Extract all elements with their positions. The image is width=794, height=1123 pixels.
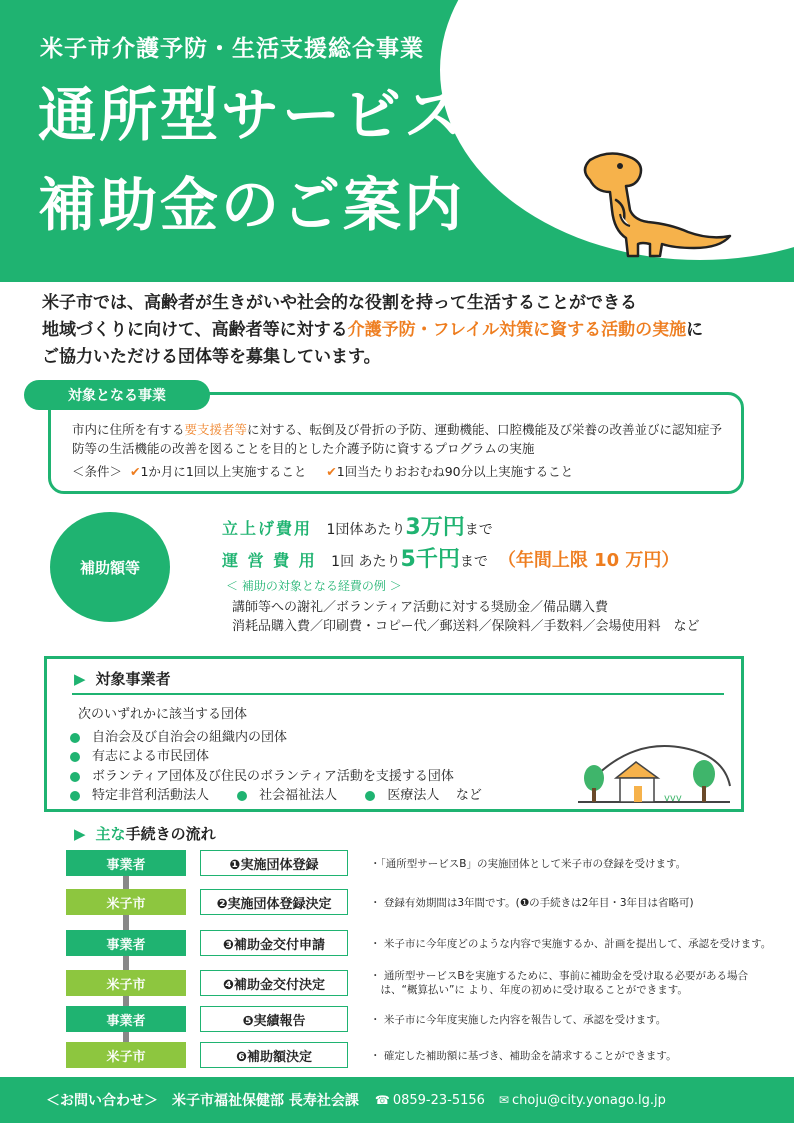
flow-step-box: ❹補助金交付決定 bbox=[200, 970, 348, 996]
startup-amount: 3万円 bbox=[405, 515, 465, 540]
target-desc-a: 市内に住所を有する bbox=[72, 422, 185, 437]
conditions-label: ＜条件＞ bbox=[72, 464, 123, 479]
startup-cost-label: 立上げ費用 bbox=[222, 519, 313, 538]
intro-line1: 米子市では、高齢者が生きがいや社会的な役割を持って生活することができる bbox=[42, 293, 637, 313]
procedure-flow-heading bbox=[74, 823, 216, 844]
flow-desc-line: は、“概算払い”に より、年度の初めに受け取ることができます。 bbox=[370, 984, 688, 996]
flow-desc-line: ・ 米子市に今年度どのような内容で実施するか、計画を提出して、承認を受けます。 bbox=[370, 938, 772, 950]
intro-line2-c: に bbox=[686, 320, 704, 340]
phone-number: 0859-23-5156 bbox=[392, 1092, 485, 1108]
flow-step-description bbox=[370, 857, 686, 871]
operating-amount: 5千円 bbox=[400, 547, 460, 572]
subsidy-label-circle: 補助額等 bbox=[50, 512, 170, 622]
list-item-text: 社会福祉法人 bbox=[259, 788, 338, 803]
flow-step-description bbox=[370, 1013, 666, 1027]
subsidy-operating-row bbox=[222, 542, 679, 573]
flow-heading-b: 手続きの流れ bbox=[125, 825, 216, 843]
flow-step-box: ❸補助金交付申請 bbox=[200, 930, 348, 956]
check-icon: ✔ bbox=[326, 464, 337, 479]
page-title-line1: 通所型サービスB bbox=[38, 81, 513, 149]
contact-footer bbox=[0, 1077, 794, 1123]
house-landscape-illustration bbox=[574, 738, 734, 804]
intro-highlight: 介護予防・フレイル対策に資する活動の実施 bbox=[347, 320, 687, 340]
triangle-bullet-icon: ▶ bbox=[74, 825, 86, 843]
list-item-text: ボランティア団体及び住民のボランティア活動を支援する団体 bbox=[92, 769, 454, 784]
flow-desc-line: ・ 登録有効期間は3年間です。(❶の手続きは2年目・3年目は省略可) bbox=[370, 897, 694, 909]
flow-step-description bbox=[370, 969, 748, 997]
target-desc-b: に対する、転倒及び骨折の予防、運動機能、口腔機能及び栄養の改善並びに認知症予防等の生活機能の改善を図ることを目的とした介護予防に資するプログラムの実施 bbox=[72, 422, 723, 456]
page-title-line2: 補助金のご案内 bbox=[38, 171, 466, 239]
intro-text bbox=[42, 290, 762, 371]
operating-cost-label: 運 営 費 用 bbox=[222, 551, 317, 570]
list-item-text: 医療法人 bbox=[387, 788, 440, 803]
list-item bbox=[70, 726, 287, 745]
intro-line2 bbox=[42, 317, 762, 344]
list-item-text: 自治会及び自治会の組織内の団体 bbox=[92, 730, 288, 745]
eligible-operators-title: 対象事業者 bbox=[95, 670, 171, 688]
flow-desc-line: ・ 通所型サービスBを実施するために、事前に補助金を受け取る必要がある場合 bbox=[370, 970, 749, 982]
flow-step-box: ❻補助額決定 bbox=[200, 1042, 348, 1068]
list-item-text: 有志による市民団体 bbox=[92, 749, 210, 764]
startup-suffix: まで bbox=[464, 522, 493, 538]
expense-examples-heading: ＜ 補助の対象となる経費の例 ＞ bbox=[226, 579, 402, 593]
flow-desc-line: ・「通所型サービスB」の実施団体として米子市の登録を受けます。 bbox=[370, 858, 687, 870]
target-desc-highlight: 要支援者等 bbox=[184, 422, 248, 437]
target-business-label: 対象となる事業 bbox=[24, 380, 210, 410]
flow-role-badge: 事業者 bbox=[66, 930, 186, 956]
subsidy-startup-row bbox=[222, 510, 493, 541]
contact-email[interactable] bbox=[499, 1093, 666, 1108]
flow-role-badge: 事業者 bbox=[66, 850, 186, 876]
list-item-row bbox=[70, 784, 482, 803]
expense-examples-line2: 消耗品購入費／印刷費・コピー代／郵送料／保険料／手数料／会場使用料 など bbox=[232, 619, 700, 634]
condition-1: 1か月に1回以上実施すること bbox=[140, 464, 307, 479]
flow-step-box: ❷実施団体登録決定 bbox=[200, 889, 348, 915]
annual-limit: （年間上限 10 万円） bbox=[497, 550, 680, 571]
flow-role-badge: 米子市 bbox=[66, 1042, 186, 1068]
flow-step-description bbox=[370, 896, 694, 910]
heading-underline bbox=[72, 693, 724, 695]
email-address: choju@city.yonago.lg.jp bbox=[511, 1092, 666, 1108]
list-item bbox=[70, 745, 209, 764]
flow-step-description bbox=[370, 937, 771, 951]
operating-suffix: まで bbox=[459, 554, 488, 570]
intro-line3: ご協力いただける団体等を募集しています。 bbox=[42, 347, 381, 367]
flow-role-badge: 事業者 bbox=[66, 1006, 186, 1032]
bullet-icon bbox=[70, 772, 80, 782]
flow-step-box: ❶実施団体登録 bbox=[200, 850, 348, 876]
flow-heading-a: 主な bbox=[95, 825, 126, 843]
bullet-icon bbox=[365, 791, 375, 801]
eligible-operators-heading bbox=[74, 668, 171, 689]
list-item-text: 特定非営利活動法人 bbox=[92, 788, 210, 803]
contact-department: 米子市福祉保健部 長寿社会課 bbox=[172, 1093, 359, 1109]
target-business-description bbox=[72, 420, 732, 458]
startup-unit: 1団体あたり bbox=[326, 522, 406, 538]
flow-desc-line: ・ 確定した補助額に基づき、補助金を請求することができます。 bbox=[370, 1050, 677, 1062]
operating-unit: 1回 あたり bbox=[331, 554, 401, 570]
bullet-icon bbox=[70, 752, 80, 762]
bullet-icon bbox=[70, 791, 80, 801]
contact-label: ＜お問い合わせ＞ bbox=[46, 1093, 158, 1109]
triangle-bullet-icon: ▶ bbox=[74, 670, 86, 688]
condition-2: 1回当たりおおむね90分以上実施すること bbox=[336, 464, 574, 479]
list-item-text: など bbox=[455, 788, 482, 803]
contact-phone[interactable] bbox=[375, 1093, 485, 1108]
intro-line2-a: 地域づくりに向けて、高齢者等に対する bbox=[42, 320, 348, 340]
bullet-icon bbox=[70, 733, 80, 743]
flow-step-description bbox=[370, 1049, 677, 1063]
svg-text:vvv: vvv bbox=[664, 793, 682, 804]
list-item bbox=[70, 765, 454, 784]
bullet-icon bbox=[237, 791, 247, 801]
flow-role-badge: 米子市 bbox=[66, 970, 186, 996]
check-icon: ✔ bbox=[129, 464, 141, 479]
mail-icon: ✉ bbox=[498, 1092, 509, 1107]
header-subtitle: 米子市介護予防・生活支援総合事業 bbox=[40, 36, 424, 62]
expense-examples-line1: 講師等への謝礼／ボランティア活動に対する奨励金／備品購入費 bbox=[232, 600, 608, 615]
flow-role-badge: 米子市 bbox=[66, 889, 186, 915]
flow-step-box: ❺実績報告 bbox=[200, 1006, 348, 1032]
phone-icon: ☎ bbox=[374, 1092, 390, 1107]
eligible-operators-lead: 次のいずれかに該当する団体 bbox=[78, 707, 248, 722]
dinosaur-mascot-illustration bbox=[570, 140, 740, 260]
flow-desc-line: ・ 米子市に今年度実施した内容を報告して、承認を受けます。 bbox=[370, 1014, 667, 1026]
target-conditions bbox=[72, 462, 732, 480]
